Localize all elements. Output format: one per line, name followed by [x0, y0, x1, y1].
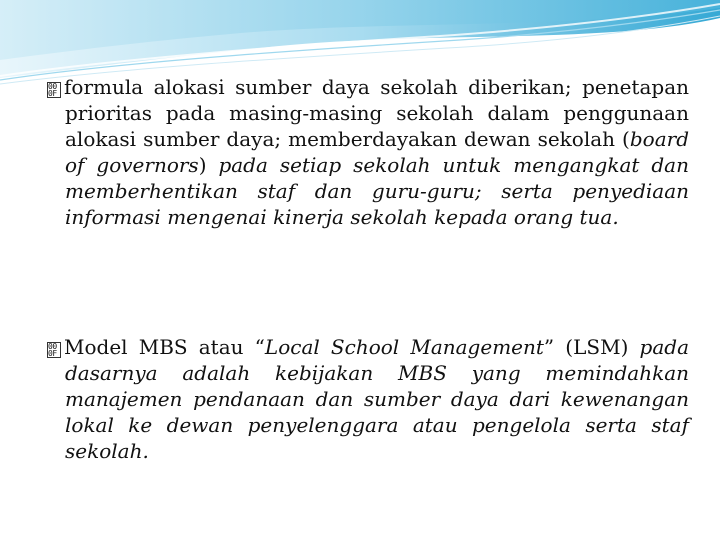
bullet-1-text-4: pada setiap sekolah untuk mengangkat dan memberhentikan staf dan guru-guru; serta penyediaan informasi mengenai kinerja sekolah kepada orang tua.	[65, 153, 689, 229]
unknown-glyph-icon: 00 0F	[47, 82, 61, 98]
bullet-1-text-2: board of governors	[65, 127, 689, 177]
bullet-1-text-3: )	[198, 153, 219, 177]
bullet-2-text-1: Model MBS atau “	[64, 335, 265, 359]
bullet-2-text-3: ” (LSM)	[543, 335, 640, 359]
bullet-paragraph-model-mbs	[47, 334, 689, 464]
bullet-2-text-2: Local School Management	[264, 335, 544, 359]
bullet-paragraph-formula	[47, 74, 689, 230]
unknown-glyph-icon: 00 0F	[47, 342, 61, 358]
bullet-1-text-1: formula alokasi sumber daya sekolah diberikan; penetapan prioritas pada masing-masing sekolah dalam penggunaan alokasi sumber daya; memberdayakan dewan sekolah (	[64, 75, 689, 151]
bullet-2-text-4: pada dasarnya adalah kebijakan MBS yang memindahkan manajemen pendanaan dan sumber daya dari kewenangan lokal ke dewan penyelenggara atau pengelola serta staf sekolah.	[65, 335, 689, 463]
